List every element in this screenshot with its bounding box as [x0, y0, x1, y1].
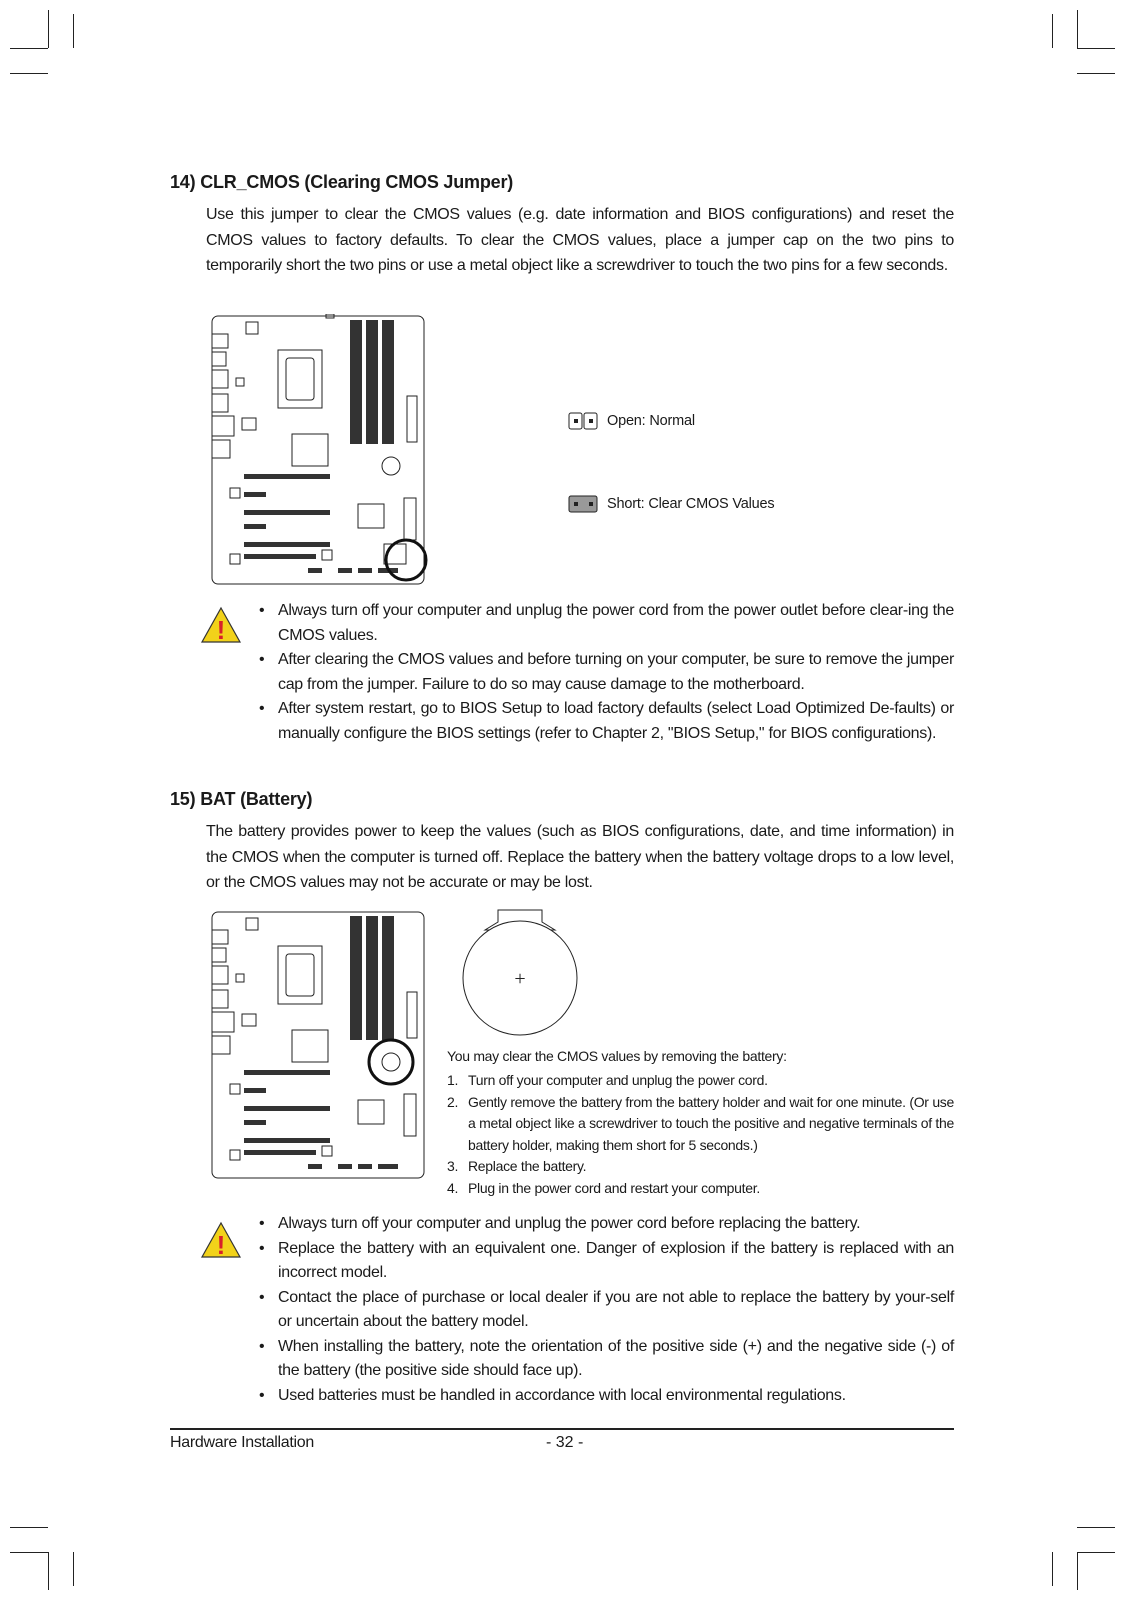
- crop-mark: [1077, 48, 1115, 49]
- crop-mark: [10, 1552, 48, 1553]
- warning-item: • Replace the battery with an equivalent one. Danger of explosion if the battery is replaced with an incorrect model.: [256, 1237, 954, 1286]
- svg-text:!: !: [216, 615, 226, 644]
- step-item: 3. Replace the battery.: [447, 1158, 587, 1174]
- svg-text:!: !: [216, 1230, 226, 1259]
- crop-mark: [1077, 1552, 1115, 1553]
- page-number: - 32 -: [546, 1434, 584, 1451]
- battery-warnings: [256, 1212, 954, 1408]
- battery-illustration: [455, 906, 585, 1036]
- step-item: 2. Gently remove the battery from the battery holder and wait for one minute. (Or use a metal object like a screwdriver to touch the positive and negative terminals of the battery holder, making them short for 5 seconds.): [447, 1093, 954, 1153]
- warning-icon: [200, 606, 242, 644]
- crop-mark: [1077, 73, 1115, 74]
- warning-item: • Always turn off your computer and unplug the power cord before replacing the battery.: [256, 1212, 954, 1237]
- warning-item: • After clearing the CMOS values and before turning on your computer, be sure to remove the jumper cap from the jumper. Failure to do so may cause damage to the motherboard.: [256, 648, 954, 697]
- crop-mark: [48, 1552, 49, 1590]
- warning-item: • Contact the place of purchase or local dealer if you are not able to replace the battery by your-self or uncertain about the battery model.: [256, 1286, 954, 1335]
- motherboard-diagram: [208, 314, 448, 596]
- battery-removal-intro: You may clear the CMOS values by removing the battery:: [447, 1048, 787, 1064]
- crop-mark: [1052, 1552, 1053, 1586]
- battery-description: The battery provides power to keep the values (such as BIOS configurations, date, and time information) in the CMOS when the computer is turned off. Replace the battery when the battery voltage drops to a low level, or the CMOS values may not be accurate or may be lost.: [206, 823, 954, 891]
- legend-open: [568, 412, 695, 430]
- crop-mark: [1077, 10, 1078, 48]
- crop-mark: [48, 10, 49, 48]
- warning-item: • When installing the battery, note the orientation of the positive side (+) and the negative side (-) of the battery (the positive side should face up).: [256, 1335, 954, 1384]
- warning-item: • Used batteries must be handled in accordance with local environmental regulations.: [256, 1384, 954, 1409]
- clr-cmos-warnings: [256, 599, 954, 746]
- battery-plus-symbol: +: [514, 968, 526, 990]
- step-item: 4. Plug in the power cord and restart your computer.: [447, 1179, 760, 1196]
- legend-short-label: Short: Clear CMOS Values: [607, 496, 775, 512]
- crop-mark: [10, 73, 48, 74]
- warning-icon: [200, 1221, 242, 1259]
- footer-section-name: Hardware Installation: [170, 1434, 314, 1451]
- warning-item: • After system restart, go to BIOS Setup to load factory defaults (select Load Optimized De-faults) or manually configure the BIOS settings (refer to Chapter 2, "BIOS Setup," for BIOS configurations).: [256, 697, 954, 746]
- jumper-short-icon: [568, 495, 598, 513]
- crop-mark: [1052, 14, 1053, 48]
- section-heading-battery: 15) BAT (Battery): [170, 789, 313, 809]
- jumper-open-icon: [568, 412, 598, 430]
- section-heading-clr-cmos: 14) CLR_CMOS (Clearing CMOS Jumper): [170, 172, 514, 192]
- legend-short: [568, 495, 774, 513]
- battery-removal-steps: [447, 1070, 954, 1199]
- warning-item: • Always turn off your computer and unplug the power cord from the power outlet before clear-ing the CMOS values.: [256, 599, 954, 648]
- crop-mark: [1077, 1552, 1078, 1590]
- clr-cmos-description: Use this jumper to clear the CMOS values (e.g. date information and BIOS configurations) and reset the CMOS values to factory defaults. To clear the CMOS values, place a jumper cap on the two pins to temporarily short the two pins or use a metal object like a screwdriver to touch the two pins for a few seconds.: [206, 206, 954, 274]
- crop-mark: [1077, 1527, 1115, 1528]
- crop-mark: [73, 14, 74, 48]
- footer-rule: [170, 1428, 954, 1430]
- legend-open-label: Open: Normal: [607, 413, 695, 429]
- motherboard-diagram: [208, 910, 438, 1180]
- step-item: 1. Turn off your computer and unplug the power cord.: [447, 1072, 768, 1088]
- crop-mark: [73, 1552, 74, 1586]
- crop-mark: [10, 48, 48, 49]
- crop-mark: [10, 1527, 48, 1528]
